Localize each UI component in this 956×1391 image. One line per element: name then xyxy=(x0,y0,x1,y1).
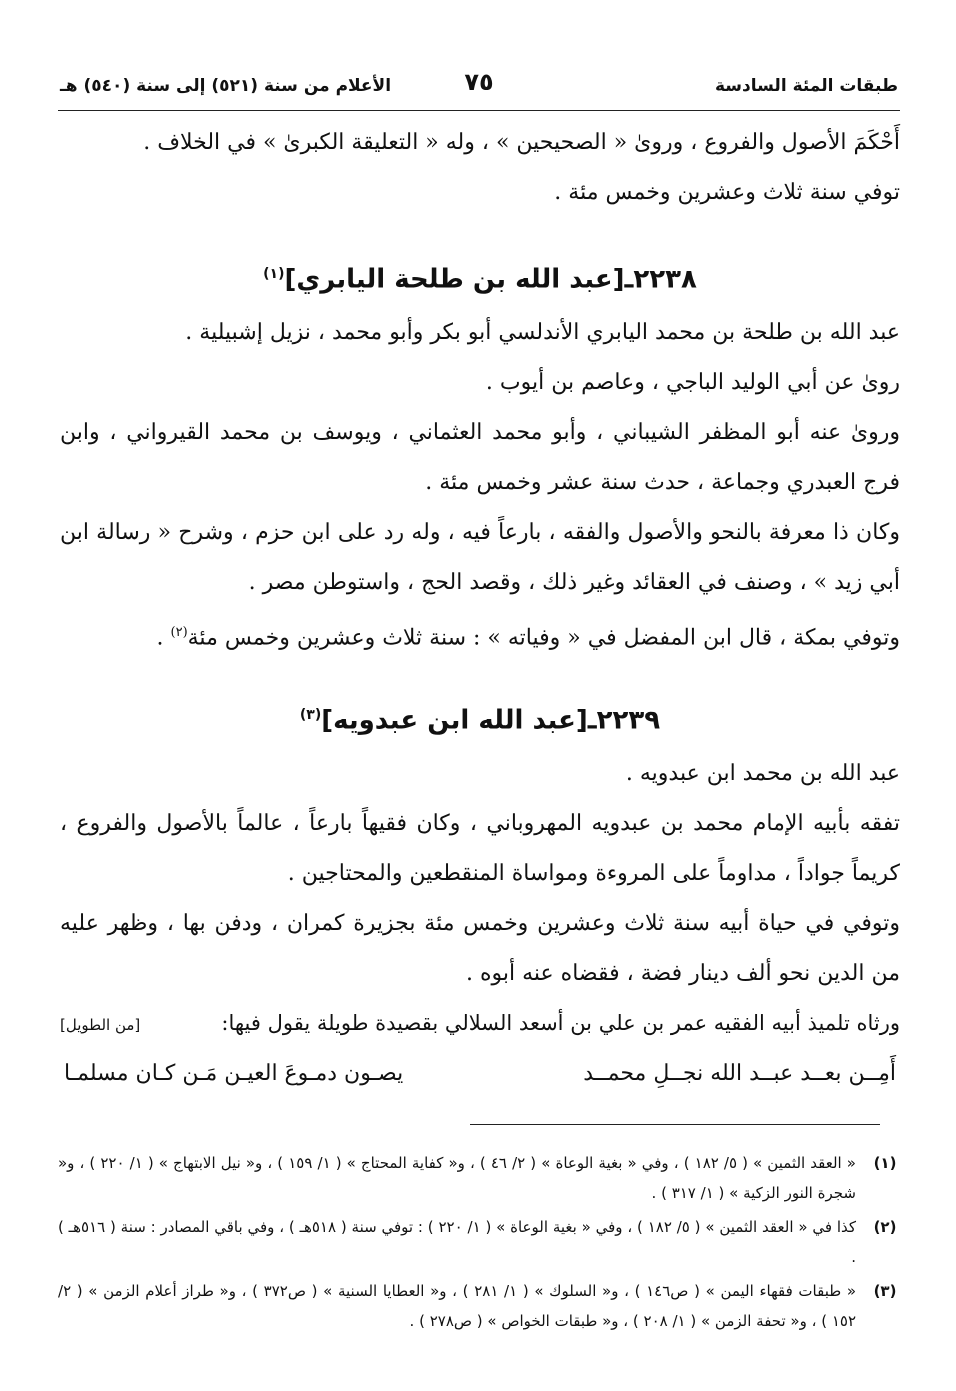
footnote-number: (٢) xyxy=(873,1218,897,1236)
entry-heading-text: ٢٢٣٩ـ[عبد الله ابن عبدويه] xyxy=(321,705,661,736)
poem-intro-text: ورثاه تلميذ أبيه الفقيه عمر بن علي بن أسعد السلالي بقصيدة طويلة يقول فيها: xyxy=(221,1011,900,1036)
entry-paragraph: عبد الله بن طلحة بن محمد اليابري الأندلسي أبو بكر وأبو محمد ، نزيل إشبيلية . xyxy=(185,320,900,345)
verse xyxy=(60,1049,900,1099)
entry-paragraph xyxy=(60,608,900,663)
meter-label: [من الطويل] xyxy=(60,1016,141,1035)
footnote-text: « طبقات فقهاء اليمن » ( ص١٤٦ ) ، و« السلوك » ( ١/ ٢٨١ ) ، و« العطايا السنية » ( ص٣٧٢ ) ، و« طراز أعلام الزمن » ( ٢/ ١٥٢ ) ، و« تحفة الزمن » ( ١/ ٢٠٨ ) ، و« طبقات الخواص » ( ص٢٧٨ ) . xyxy=(58,1282,856,1330)
header-section-title: طبقات المئة السادسة xyxy=(715,76,898,96)
footnote xyxy=(58,1148,900,1208)
page-number: ٧٥ xyxy=(464,68,494,96)
footnote xyxy=(58,1276,900,1336)
footnote-ref: (٣) xyxy=(299,707,322,724)
header-range-title: الأعلام من سنة (٥٢١) إلى سنة (٥٤٠) هـ xyxy=(60,76,392,96)
footnote-text: كذا في « العقد الثمين » ( ٥/ ١٨٢ ) ، وفي « بغية الوعاة » ( ١/ ٢٢٠ ) : توفي سنة ( ٥١٨هـ ) ، وفي باقي المصادر : سنة ( ٥١٦هـ ) . xyxy=(58,1218,856,1266)
intro-line: توفي سنة ثلاث وعشرين وخمس مئة . xyxy=(554,180,900,205)
poem-intro xyxy=(60,999,900,1049)
footnotes xyxy=(58,1148,900,1340)
main-text xyxy=(60,118,900,1099)
running-header xyxy=(60,68,898,108)
footnote-ref: (١) xyxy=(263,266,285,282)
verse-first-hemistich: أَمِــن بعــد عبــد الله نجــلِ محمــد xyxy=(583,1061,896,1087)
entry-heading xyxy=(60,685,900,745)
footnote xyxy=(58,1212,900,1272)
entry-paragraph: وكان ذا معرفة بالنحو والأصول والفقه ، بارعاً فيه ، وله رد على ابن حزم ، وشرح « رسالة ابن أبي زيد » ، وصنف في العقائد وغير ذلك ، وقصد الحج ، واستوطن مصر . xyxy=(60,520,900,595)
entry-paragraph: روىٰ عن أبي الوليد الباجي ، وعاصم بن أيوب . xyxy=(485,370,900,395)
entry-paragraph: عبد الله بن محمد ابن عبدويه . xyxy=(625,761,900,787)
header-rule xyxy=(58,110,900,111)
entry-paragraph: وتوفي في حياة أبيه سنة ثلاث وعشرين وخمس مئة بجزيرة كمران ، ودفن بها ، وظهر عليه من الدين نحو ألف دينار فضة ، فقضاه عنه أبوه . xyxy=(60,911,900,987)
entry-heading-text: ٢٢٣٨ـ[عبد الله بن طلحة اليابري] xyxy=(284,264,697,295)
entry-heading xyxy=(60,244,900,304)
entry-paragraph: تفقه بأبيه الإمام محمد بن عبدويه المهروباني ، وكان فقيهاً بارعاً ، عالماً بالأصول والفروع ، كريماً جواداً ، مداوماً على المروءة ومواساة المنقطعين والمحتاجين . xyxy=(60,811,900,887)
footnote-separator xyxy=(470,1124,880,1125)
entry-paragraph: وروىٰ عنه أبو المظفر الشيباني ، وأبو محمد العثماني ، ويوسف بن محمد القيرواني ، وابن فرج العبدري وجماعة ، حدث سنة عشر وخمس مئة . xyxy=(60,420,900,495)
footnote-text: « العقد الثمين » ( ٥/ ١٨٢ ) ، وفي « بغية الوعاة » ( ٢/ ٤٦ ) ، و« كفاية المحتاج » ( ١/ ١٥٩ ) ، و« نيل الابتهاج » ( ١/ ٢٢٠ ) ، و« شجرة النور الزكية » ( ١/ ٣١٧ ) . xyxy=(58,1154,856,1202)
footnote-ref: (٢) xyxy=(170,625,188,640)
entry-text: . xyxy=(156,625,171,651)
intro-line: أَحْكَمَ الأصول والفروع ، وروىٰ « الصحيحين » ، وله « التعليقة الكبرىٰ » في الخلاف . xyxy=(143,130,900,155)
footnote-number: (٣) xyxy=(873,1282,897,1300)
entry-text: وتوفي بمكة ، قال ابن المفضل في « وفياته » : سنة ثلاث وعشرين وخمس مئة xyxy=(187,625,900,651)
verse-second-hemistich: يصـون دمـوعَ العيـن مَـن كـان مسلمـا xyxy=(64,1061,404,1087)
footnote-number: (١) xyxy=(873,1154,897,1172)
